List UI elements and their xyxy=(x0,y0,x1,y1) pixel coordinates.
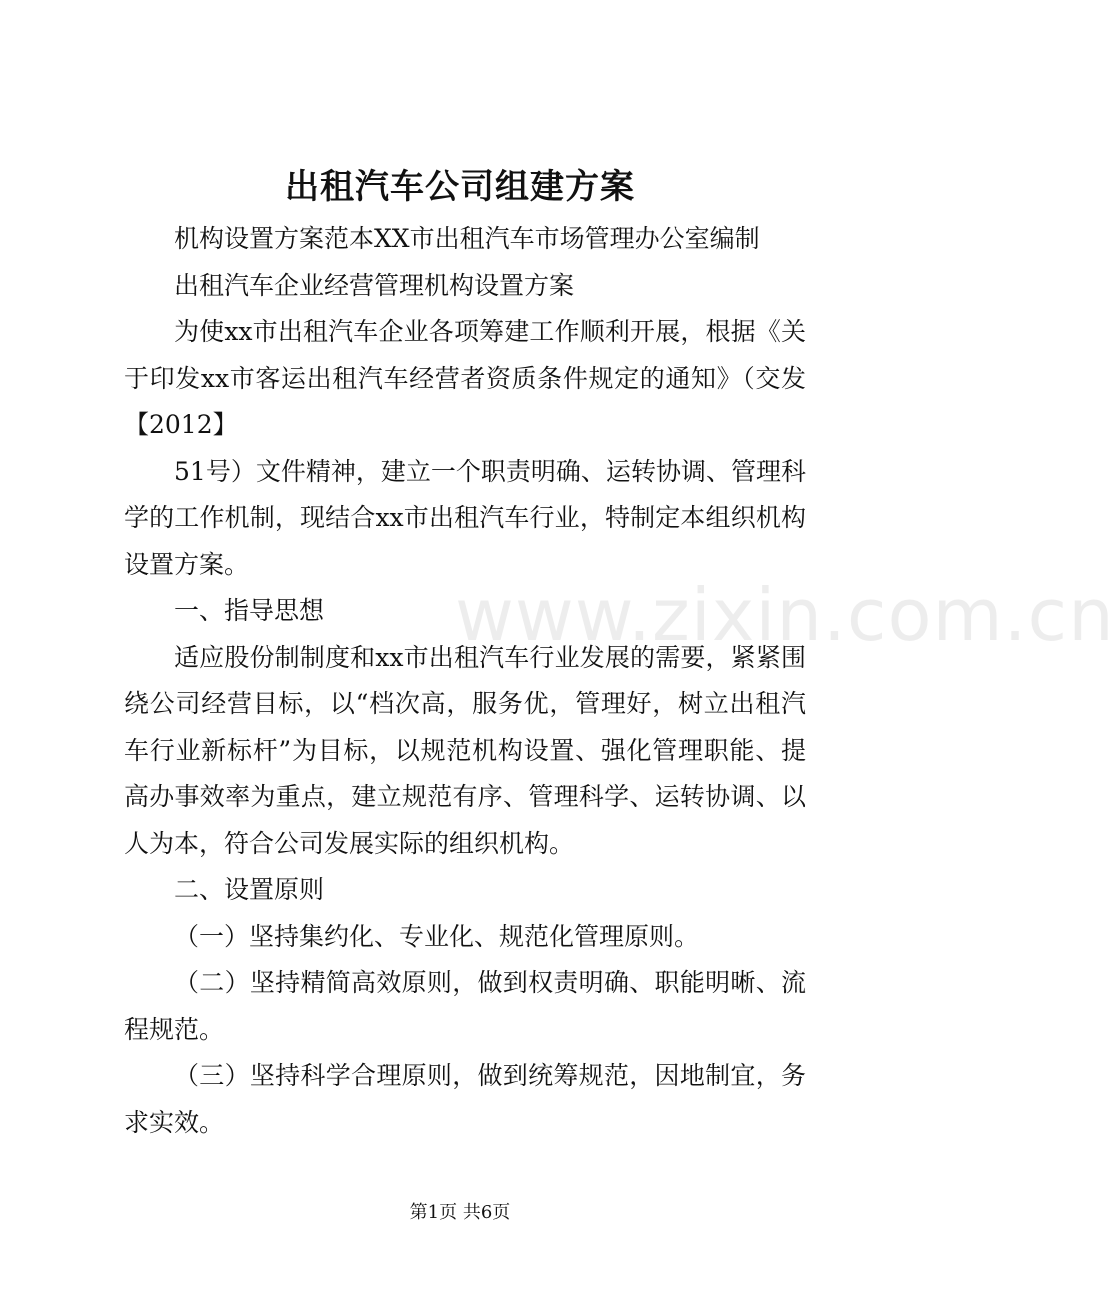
document-body xyxy=(124,216,806,1146)
document-title: 出租汽车公司组建方案 xyxy=(285,167,635,207)
principle-2: （二）坚持精简高效原则，做到权责明确、职能明晰、流程规范。 xyxy=(124,968,806,1044)
principle-3: （三）坚持科学合理原则，做到统筹规范，因地制宜，务求实效。 xyxy=(124,1061,806,1137)
section-heading-2: 二、设置原则 xyxy=(174,875,325,904)
principle-1: （一）坚持集约化、专业化、规范化管理原则。 xyxy=(174,921,700,951)
page-footer: 第1页 共6页 xyxy=(409,1202,511,1223)
paragraph-4: 51号）文件精神，建立一个职责明确、运转协调、管理科学的工作机制，现结合xx市出租汽车行业，特制定本组织机构设置方案。 xyxy=(124,456,806,579)
watermark: www.zixin.com.cn xyxy=(455,573,1115,657)
section-heading-1: 一、指导思想 xyxy=(174,596,325,625)
paragraph-3: 为使xx市出租汽车企业各项筹建工作顺利开展，根据《关于印发xx市客运出租汽车经营者资质条件规定的通知》（交发【2012】 xyxy=(124,317,806,439)
paragraph-1: 机构设置方案范本XX市出租汽车市场管理办公室编制 xyxy=(174,224,760,253)
paragraph-2: 出租汽车企业经营管理机构设置方案 xyxy=(174,270,575,300)
paragraph-5: 适应股份制制度和xx市出租汽车行业发展的需要，紧紧围绕公司经营目标，以“档次高，服务优，管理好，树立出租汽车行业新标杆”为目标，以规范机构设置、强化管理职能、提高办事效率为重点，建立规范有序、管理科学、运转协调、以人为本，符合公司发展实际的组织机构。 xyxy=(124,642,806,858)
